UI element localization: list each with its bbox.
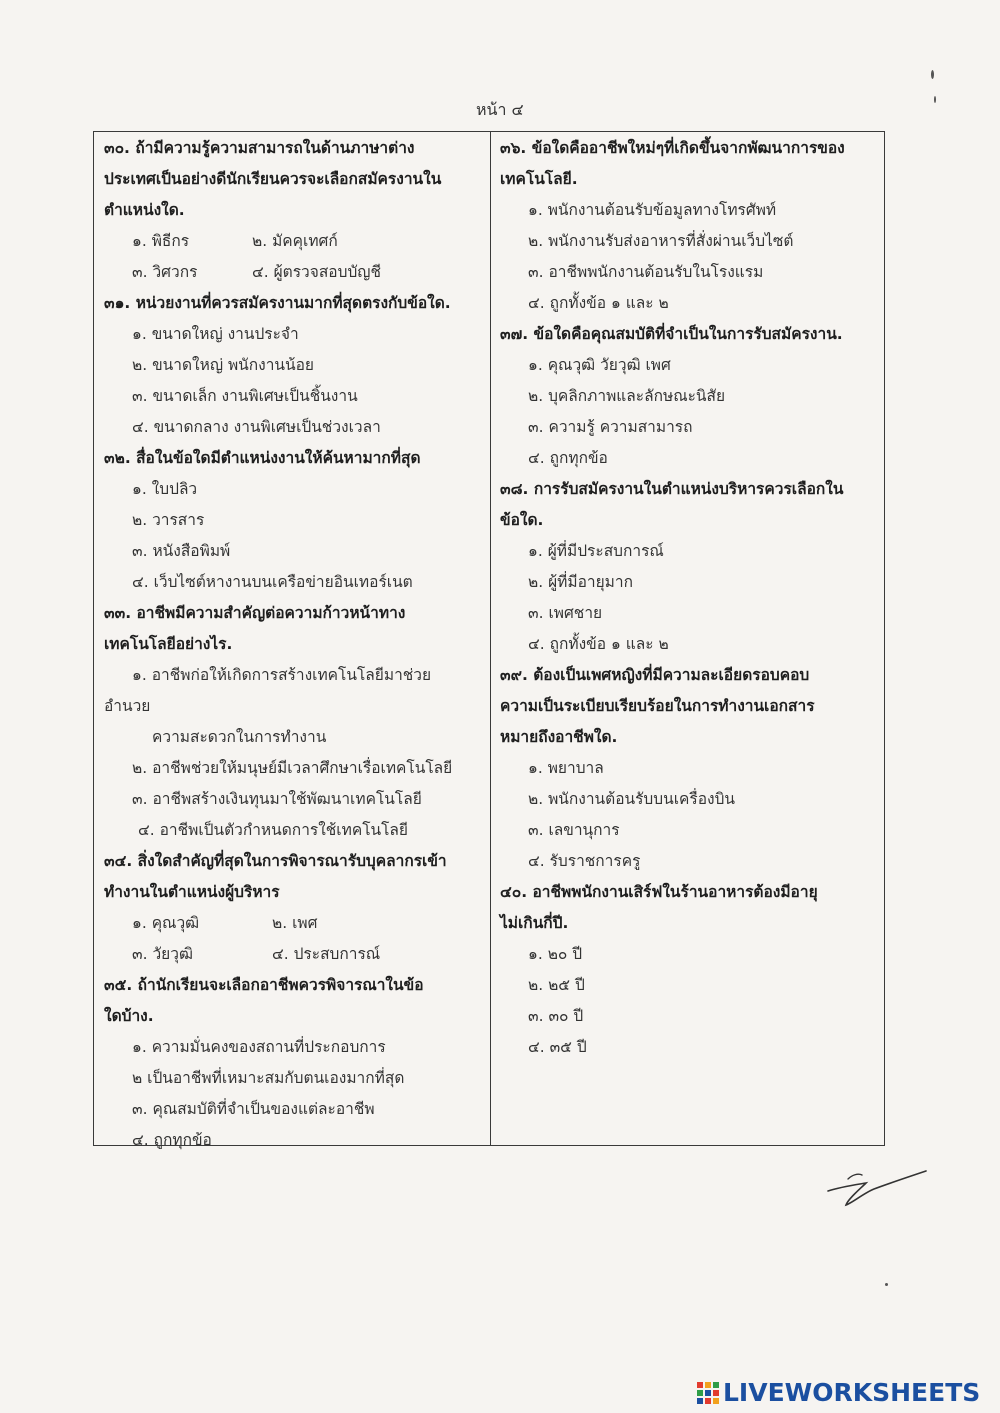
right-option-line: ๓. ความรู้ ความสามารถ [528,418,693,436]
right-question-line: ข้อใด. [500,511,544,529]
page-number: หน้า ๔ [476,100,524,119]
left-option-line: ๓. อาชีพสร้างเงินทุนมาใช้พัฒนาเทคโนโลยี [132,790,422,808]
left-option-line: ๔. อาชีพเป็นตัวกำหนดการใช้เทคโนโลยี [138,821,409,839]
left-question-line: ๓๐. ถ้ามีความรู้ความสามารถในด้านภาษาต่าง [104,139,415,157]
right-question-line: ๓๙. ต้องเป็นเพศหญิงที่มีความละเอียดรอบคอบ [500,666,810,684]
left-option-line: ๔. ผู้ตรวจสอบบัญชี [252,263,382,281]
left-question-line: ๓๔. สิ่งใดสำคัญที่สุดในการพิจารณารับบุคลากรเข้า [104,852,447,870]
right-option-line: ๔. รับราชการครู [528,852,641,870]
left-option-line: ๑. พิธีกร [132,232,190,250]
left-option-line: ๑. ขนาดใหญ่ งานประจำ [132,325,299,343]
left-question-line: ๓๑. หน่วยงานที่ควรสมัครงานมากที่สุดตรงกับข้อใด. [104,294,451,312]
left-option-line: ๑. ความมั่นคงของสถานที่ประกอบการ [132,1038,386,1056]
left-option-line: ๓. ขนาดเล็ก งานพิเศษเป็นชิ้นงาน [132,387,358,405]
left-question-line: ๓๕. ถ้านักเรียนจะเลือกอาชีพควรพิจารณาในข้อ [104,976,424,994]
right-question-line: ๓๗. ข้อใดคือคุณสมบัติที่จำเป็นในการรับสมัครงาน. [500,325,843,343]
right-option-line: ๔. ถูกทุกข้อ [528,449,608,467]
right-option-line: ๓. ๓๐ ปี [528,1007,584,1025]
right-option-line: ๑. พนักงานต้อนรับข้อมูลทางโทรศัพท์ [528,201,777,219]
right-option-line: ๑. ๒๐ ปี [528,945,583,963]
left-option-line: ๒. มัคคุเทศก์ [252,232,338,250]
left-option-line: ๒. อาชีพช่วยให้มนุษย์มีเวลาศึกษาเรื่อเทคโนโลยี [132,759,453,777]
right-option-line: ๑. พยาบาล [528,759,604,777]
left-column [102,132,487,1149]
right-option-line: ๑. คุณวุฒิ วัยวุฒิ เพศ [528,356,671,374]
left-option-line: ๓. คุณสมบัติที่จำเป็นของแต่ละอาชีพ [132,1100,375,1118]
left-option-line: ๑. อาชีพก่อให้เกิดการสร้างเทคโนโลยีมาช่วย [132,666,432,684]
left-option-line: ๒. เพศ [272,914,318,932]
signature-mark [818,1163,930,1213]
right-question-line: ๓๘. การรับสมัครงานในตำแหน่งบริหารควรเลือกใน [500,480,844,498]
left-option-line: ๒. ขนาดใหญ่ พนักงานน้อย [132,356,315,374]
left-option-line: ๒. วารสาร [132,511,205,529]
right-question-line: ไม่เกินกี่ปี. [500,914,569,932]
right-option-line: ๒. บุคลิกภาพและลักษณะนิสัย [528,387,726,405]
left-option-line: ๔. ประสบการณ์ [272,945,381,963]
left-option-line: ๔. ขนาดกลาง งานพิเศษเป็นช่วงเวลา [132,418,381,436]
left-option-line: ๑. คุณวุฒิ [132,914,200,932]
right-question-line: หมายถึงอาชีพใด. [500,728,618,746]
left-question-line: ใดบ้าง. [104,1007,154,1025]
left-question-line: ประเทศเป็นอย่างดีนักเรียนควรจะเลือกสมัครงานใน [104,170,442,188]
right-option-line: ๓. เลขานุการ [528,821,620,839]
brand-text: LIVEWORKSHEETS [723,1378,981,1407]
right-question-line: เทคโนโลยี. [500,170,578,188]
exam-table [93,131,885,1149]
left-option-line: ๓. หนังสือพิมพ์ [132,542,231,560]
right-question-line: ๔๐. อาชีพพนักงานเสิร์ฟในร้านอาหารต้องมีอายุ [500,883,818,901]
left-option-line: ๓. วิศวกร [132,263,198,281]
left-question-line: ทำงานในตำแหน่งผู้บริหาร [104,883,280,901]
left-option-line: ความสะดวกในการทำงาน [152,728,327,746]
right-option-line: ๔. ๓๕ ปี [528,1038,587,1056]
right-option-line: ๒. ๒๕ ปี [528,976,585,994]
left-question-line: ๓๓. อาชีพมีความสำคัญต่อความก้าวหน้าทาง [104,604,406,622]
left-option-line: ๔. ถูกทุกข้อ [132,1131,212,1149]
left-question-line: ๓๒. สื่อในข้อใดมีตำแหน่งงานให้ค้นหามากที่สุด [104,449,421,467]
left-option-line: ๒ เป็นอาชีพที่เหมาะสมกับตนเองมากที่สุด [132,1069,405,1087]
right-option-line: ๑. ผู้ที่มีประสบการณ์ [528,542,664,560]
right-column [500,132,882,1145]
left-option-line: อำนวย [104,697,151,715]
right-question-line: ความเป็นระเบียบเรียบร้อยในการทำงานเอกสาร [500,697,815,715]
right-option-line: ๔. ถูกทั้งข้อ ๑ และ ๒ [528,635,669,653]
right-option-line: ๔. ถูกทั้งข้อ ๑ และ ๒ [528,294,669,312]
scan-speck [931,70,934,79]
right-option-line: ๒. พนักงานต้อนรับบนเครื่องบิน [528,790,736,808]
scan-speck [934,96,936,103]
right-option-line: ๒. พนักงานรับส่งอาหารที่สั่งผ่านเว็บไซต์ [528,232,794,250]
scan-speck [885,1283,888,1286]
right-option-line: ๓. เพศชาย [528,604,603,622]
left-option-line: ๑. ใบปลิว [132,480,198,498]
left-option-line: ๓. วัยวุฒิ [132,945,193,963]
logo-grid-icon [697,1382,719,1404]
left-question-line: เทคโนโลยีอย่างไร. [104,635,233,653]
column-divider [490,132,491,1145]
left-question-line: ตำแหน่งใด. [104,201,185,219]
right-question-line: ๓๖. ข้อใดคืออาชีพใหม่ๆที่เกิดขึ้นจากพัฒนาการของ [500,139,845,157]
right-option-line: ๓. อาชีพพนักงานต้อนรับในโรงแรม [528,263,764,281]
right-option-line: ๒. ผู้ที่มีอายุมาก [528,573,633,591]
left-option-line: ๔. เว็บไซต์หางานบนเครือข่ายอินเทอร์เนต [132,573,413,591]
liveworksheets-logo[interactable] [697,1380,980,1406]
